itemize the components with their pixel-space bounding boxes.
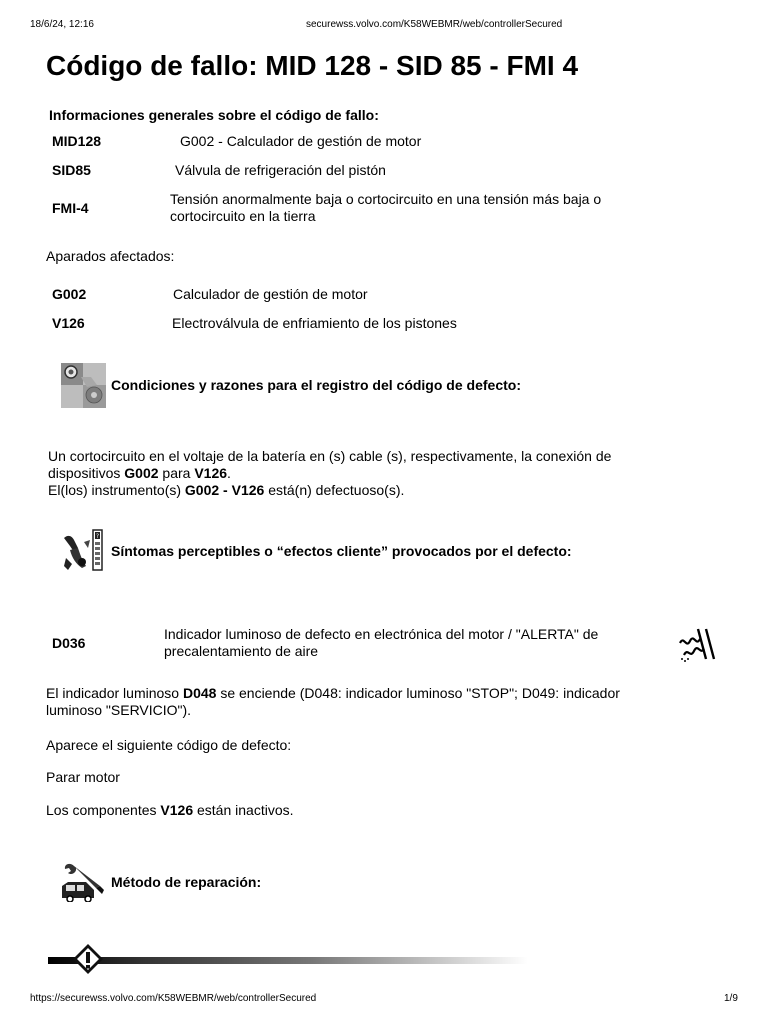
svg-text:?: ? — [95, 533, 100, 540]
general-info-heading: Informaciones generales sobre el código de fallo: — [49, 107, 379, 123]
affected-heading: Aparados afectados: — [46, 248, 175, 264]
code-mid: MID128 — [52, 133, 102, 149]
affected-desc-v126: Electroválvula de enfriamiento de los pistones — [172, 315, 457, 331]
customer-symptom-icon — [60, 528, 106, 574]
affected-code-g002: G002 — [52, 286, 87, 302]
affected-desc-g002: Calculador de gestión de motor — [173, 286, 368, 302]
device-code: G002 — [124, 465, 159, 481]
symptoms-paragraph-1-line-2: luminoso "SERVICIO"). — [46, 702, 192, 718]
conditions-paragraph-1-line-2 — [48, 465, 231, 482]
affected-code-v126: V126 — [52, 315, 85, 331]
page-number: 1/9 — [724, 993, 738, 1004]
symptom-desc-line-1: Indicador luminoso de defecto en electrónica del motor / "ALERTA" de — [164, 626, 599, 642]
text: El(los) instrumento(s) — [48, 482, 185, 498]
page-title: Código de fallo: MID 128 - SID 85 - FMI 4 — [46, 50, 579, 81]
text: se enciende (D048: indicador luminoso "STOP"; D049: indicador — [216, 685, 620, 701]
gears-icon — [61, 363, 106, 408]
warning-icon — [72, 943, 104, 975]
text: dispositivos — [48, 465, 125, 481]
text: . — [227, 465, 231, 481]
code-sid: SID85 — [52, 162, 91, 178]
symptom-desc-line-2: precalentamiento de aire — [164, 643, 319, 659]
code-fmi: FMI-4 — [52, 200, 89, 216]
code-fmi-desc-2: cortocircuito en la tierra — [170, 208, 316, 224]
print-datetime: 18/6/24, 12:16 — [30, 19, 94, 30]
text: para — [158, 465, 195, 481]
text: Los componentes — [46, 802, 161, 818]
symptoms-paragraph-4 — [46, 802, 294, 819]
conditions-paragraph-2 — [48, 482, 404, 499]
symptoms-paragraph-1-line-1 — [46, 685, 620, 702]
symptoms-title: Síntomas perceptibles o “efectos cliente” provocados por el defecto: — [111, 543, 572, 559]
text: está(n) defectuoso(s). — [264, 482, 405, 498]
component-code: V126 — [160, 802, 194, 818]
device-code: V126 — [194, 465, 228, 481]
conditions-paragraph-1-line-1: Un cortocircuito en el voltaje de la batería en (s) cable (s), respectivamente, la conexión de — [48, 448, 612, 464]
section-divider — [48, 957, 528, 964]
device-codes: G002 - V126 — [184, 482, 265, 498]
code-fmi-desc-1: Tensión anormalmente baja o cortocircuito en una tensión más baja o — [170, 191, 602, 207]
text: están inactivos. — [193, 802, 294, 818]
text: El indicador luminoso — [46, 685, 183, 701]
lamp-code: D048 — [182, 685, 217, 701]
preheat-warning-icon — [676, 625, 718, 663]
print-url: securewss.volvo.com/K58WEBMR/web/controllerSecured — [306, 19, 563, 30]
code-mid-desc: G002 - Calculador de gestión de motor — [180, 133, 422, 149]
footer-url: https://securewss.volvo.com/K58WEBMR/web/controllerSecured — [30, 993, 317, 1004]
symptoms-paragraph-3: Parar motor — [46, 769, 120, 785]
repair-title: Método de reparación: — [111, 874, 262, 890]
symptom-code-d036: D036 — [52, 635, 86, 651]
wrench-van-icon — [60, 860, 106, 902]
conditions-title: Condiciones y razones para el registro del código de defecto: — [111, 377, 521, 393]
code-sid-desc: Válvula de refrigeración del pistón — [175, 162, 386, 178]
symptoms-paragraph-2: Aparece el siguiente código de defecto: — [46, 737, 292, 753]
